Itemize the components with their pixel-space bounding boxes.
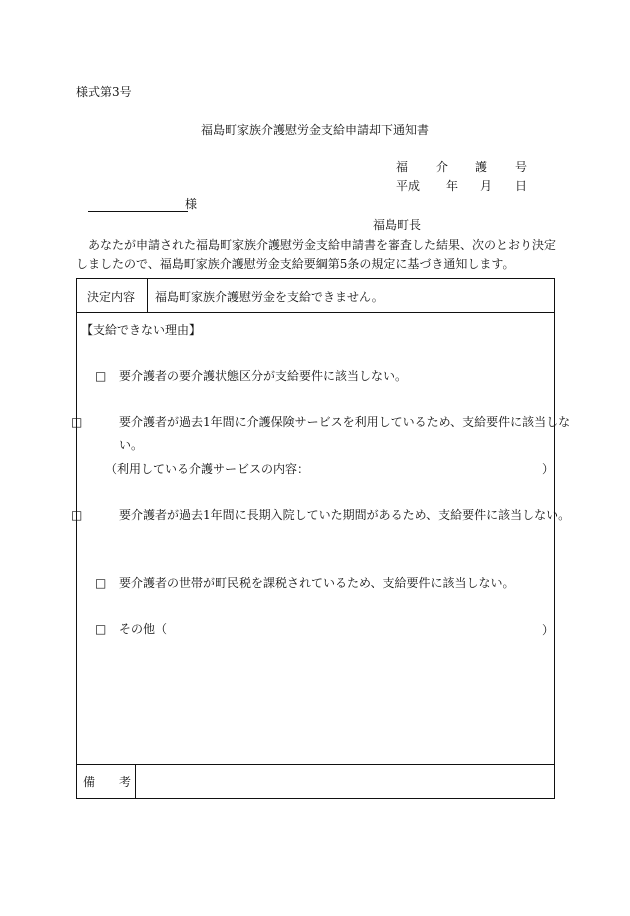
issuer-name: 福島町長 xyxy=(373,218,422,232)
checkbox[interactable]: □ xyxy=(95,369,107,383)
checkbox[interactable]: □ xyxy=(95,576,107,590)
row-divider-1 xyxy=(77,312,554,313)
reference-char-4: 号 xyxy=(515,160,528,174)
reason-item-2 xyxy=(71,411,575,457)
row-divider-2 xyxy=(77,764,554,765)
reference-char-3: 護 xyxy=(475,160,488,174)
remarks-label: 備 考 xyxy=(83,775,132,789)
reason-item-3 xyxy=(71,504,575,527)
service-note-close: ） xyxy=(542,462,555,476)
reference-char-1: 福 xyxy=(396,160,409,174)
other-label: その他（ xyxy=(119,622,168,636)
reasons-heading: 【支給できない理由】 xyxy=(81,323,202,337)
reason-item-1 xyxy=(95,365,551,388)
addressee-name-line xyxy=(88,211,188,212)
reason-item-4 xyxy=(95,572,551,595)
checkbox[interactable]: □ xyxy=(71,415,83,429)
body-paragraph: あなたが申請された福島町家族介護慰労金支給申請書を審査した結果、次のとおり決定しましたので、福島町家族介護慰労金支給要綱第5条の規定に基づき通知します。 xyxy=(76,238,557,271)
date-year: 年 xyxy=(446,179,459,193)
decision-value: 福島町家族介護慰労金を支給できません。 xyxy=(155,290,384,304)
service-note-label: （利用している介護サービスの内容： xyxy=(105,462,310,476)
reason-text-2: 要介護者が過去1年間に介護保険サービスを利用しているため、支給要件に該当しない。 xyxy=(119,415,571,452)
reason-text-1: 要介護者の要介護状態区分が支給要件に該当しない。 xyxy=(119,369,408,383)
other-close: ） xyxy=(542,623,555,637)
reason-text-4: 要介護者の世帯が町民税を課税されているため、支給要件に該当しない。 xyxy=(119,576,515,590)
checkbox[interactable]: □ xyxy=(95,622,107,636)
decision-label: 決定内容 xyxy=(87,290,136,304)
form-number: 様式第3号 xyxy=(76,85,132,99)
reason-item-other xyxy=(95,618,551,641)
date-day: 日 xyxy=(515,179,528,193)
decision-divider xyxy=(147,279,148,312)
checkbox[interactable]: □ xyxy=(71,508,83,522)
addressee-suffix: 様 xyxy=(185,197,198,211)
remarks-divider xyxy=(135,764,136,799)
reference-char-2: 介 xyxy=(436,160,449,174)
decision-table xyxy=(71,278,571,799)
date-era: 平成 xyxy=(396,179,421,193)
document-title: 福島町家族介護慰労金支給申請却下通知書 xyxy=(200,123,429,137)
reason-text-3: 要介護者が過去1年間に長期入院していた期間があるため、支給要件に該当しない。 xyxy=(119,508,571,522)
date-month: 月 xyxy=(480,179,493,193)
